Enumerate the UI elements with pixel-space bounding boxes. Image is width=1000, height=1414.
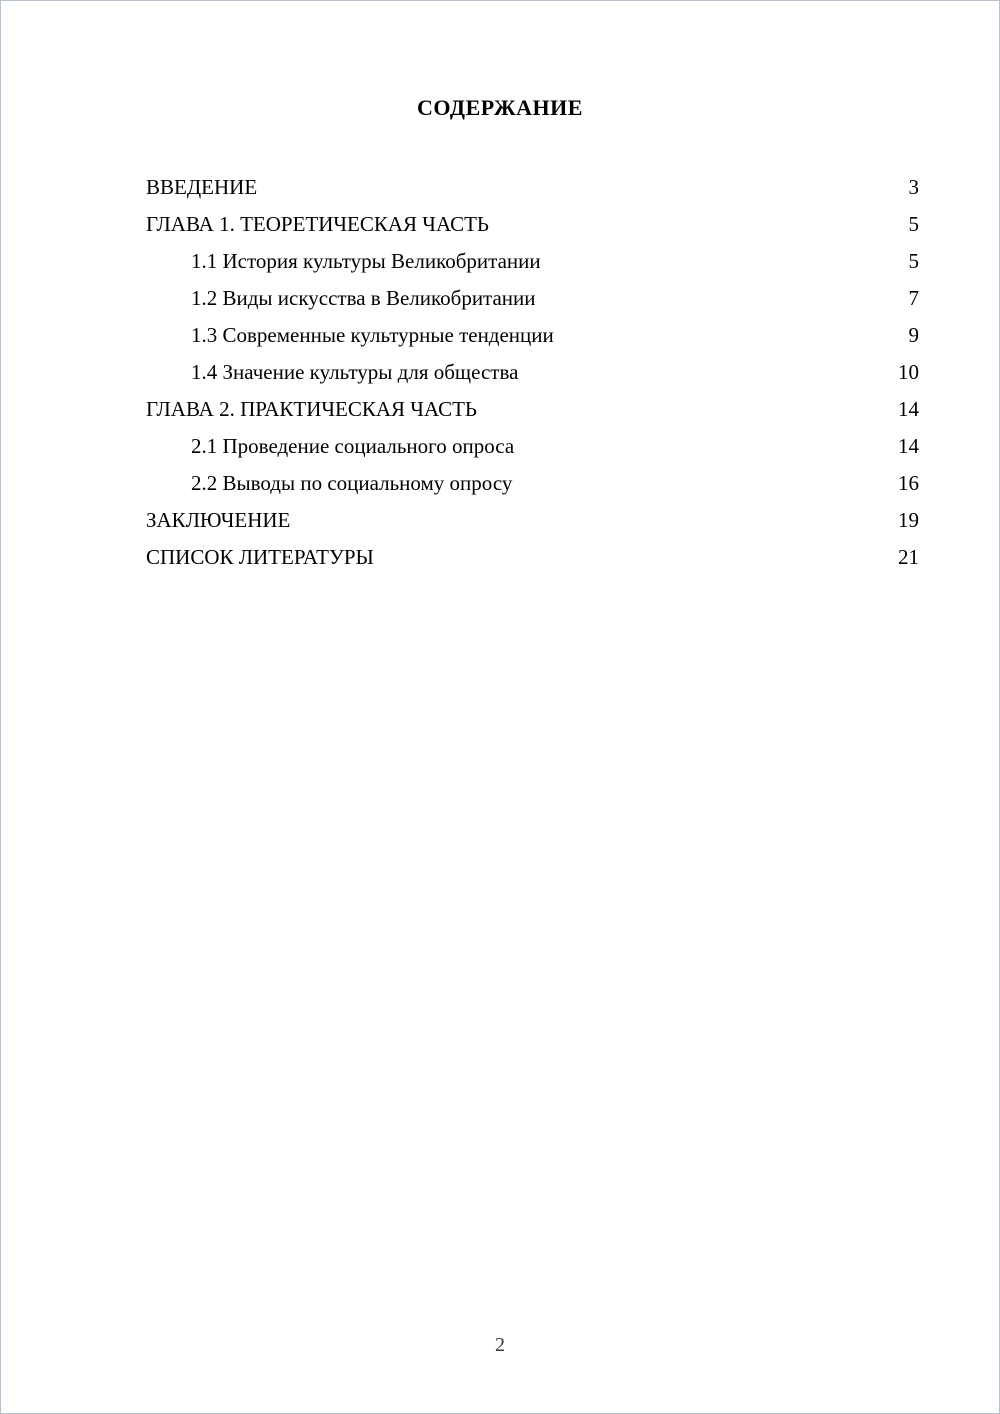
- toc-entry: [146, 354, 919, 391]
- toc-entry-page: 3: [908, 175, 919, 199]
- toc-entry-page: 14: [898, 397, 919, 421]
- toc-entry-label: ВВЕДЕНИЕ: [146, 175, 258, 199]
- toc-entry-page: 16: [898, 471, 919, 495]
- toc-entry-label: 1.4 Значение культуры для общества: [191, 360, 519, 384]
- toc-entry-label: 1.1 История культуры Великобритании: [191, 249, 541, 273]
- toc-entry: [146, 317, 919, 354]
- toc-entry: [146, 428, 919, 465]
- toc-entry-label: ГЛАВА 1. ТЕОРЕТИЧЕСКАЯ ЧАСТЬ: [146, 212, 489, 236]
- footer-page-number: 2: [495, 1334, 505, 1356]
- toc-entry-label: 2.2 Выводы по социальному опросу: [191, 471, 513, 495]
- toc-entry-label: 2.1 Проведение социального опроса: [191, 434, 515, 458]
- toc-entry-page: 19: [898, 508, 919, 532]
- toc-entry-page: 5: [908, 249, 919, 273]
- toc-entry: [146, 539, 919, 576]
- toc-entry-page: 21: [898, 545, 919, 569]
- toc-entry: [146, 465, 919, 502]
- toc-entry-page: 7: [908, 286, 919, 310]
- toc-entry-label: 1.3 Современные культурные тенденции: [191, 323, 554, 347]
- toc-entry-label: ГЛАВА 2. ПРАКТИЧЕСКАЯ ЧАСТЬ: [146, 397, 477, 421]
- toc-entry-page: 9: [908, 323, 919, 347]
- table-of-contents: [1, 169, 999, 576]
- toc-entry-label: СПИСОК ЛИТЕРАТУРЫ: [146, 545, 374, 569]
- toc-entry-page: 5: [908, 212, 919, 236]
- toc-entry: [146, 243, 919, 280]
- toc-entry: [146, 280, 919, 317]
- page-title: СОДЕРЖАНИЕ: [417, 95, 583, 120]
- toc-entry: [146, 502, 919, 539]
- toc-entry-label: 1.2 Виды искусства в Великобритании: [191, 286, 536, 310]
- toc-entry-label: ЗАКЛЮЧЕНИЕ: [146, 508, 291, 532]
- toc-entry-page: 10: [898, 360, 919, 384]
- toc-entry: [146, 391, 919, 428]
- toc-entry-page: 14: [898, 434, 919, 458]
- toc-entry: [146, 206, 919, 243]
- toc-entry: [146, 169, 919, 206]
